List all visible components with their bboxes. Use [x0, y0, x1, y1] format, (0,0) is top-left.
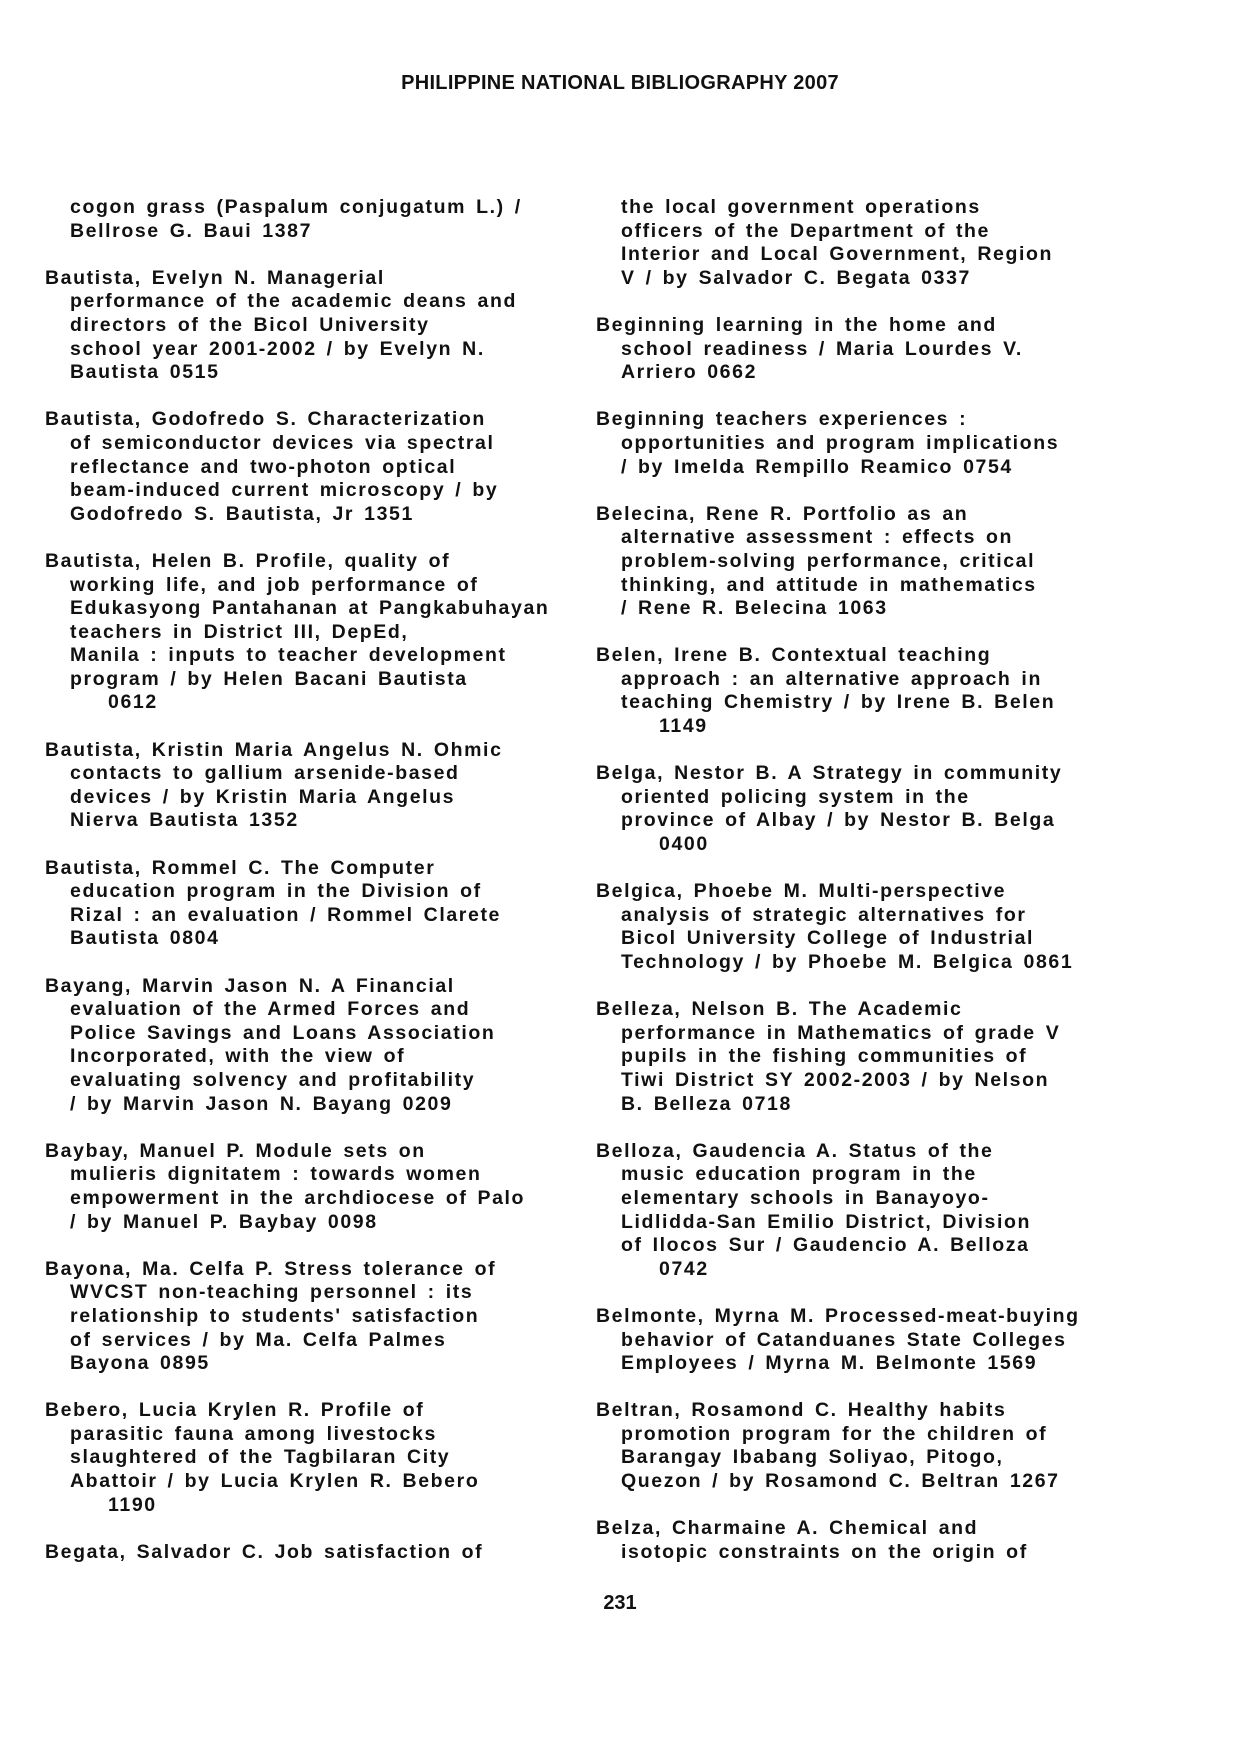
entry-line: / by Imelda Rempillo Reamico 0754	[621, 455, 1013, 478]
entry-line: oriented policing system in the	[621, 785, 970, 808]
entry-line: Belen, Irene B. Contextual teaching	[596, 644, 992, 667]
entry-line: reflectance and two-photon optical	[70, 455, 457, 478]
entry-line: Manila : inputs to teacher development	[70, 644, 507, 667]
entry-line: / Rene R. Belecina 1063	[621, 597, 888, 620]
entry-line: Incorporated, with the view of	[70, 1045, 406, 1068]
entry-line: Belgica, Phoebe M. Multi-perspective	[596, 880, 1007, 903]
entry-line: 1149	[659, 715, 708, 738]
entry-line: Technology / by Phoebe M. Belgica 0861	[621, 951, 1074, 973]
entry-line: promotion program for the children of	[621, 1422, 1048, 1445]
bibliography-entry	[45, 1399, 605, 1517]
entry-line: V / by Salvador C. Begata 0337	[621, 266, 971, 289]
entry-line: education program in the Division of	[70, 880, 482, 903]
page-number: 231	[603, 1592, 637, 1614]
entry-line: Begata, Salvador C. Job satisfaction of	[45, 1540, 484, 1563]
entry-line: approach : an alternative approach in	[621, 667, 1042, 690]
entry-line: / by Manuel P. Baybay 0098	[70, 1210, 378, 1233]
entry-line: analysis of strategic alternatives for	[621, 903, 1027, 926]
entry-line: evaluation of the Armed Forces and	[70, 998, 471, 1021]
entry-line: performance of the academic deans and	[70, 290, 517, 313]
entry-line: mulieris dignitatem : towards women	[70, 1163, 482, 1186]
bibliography-entry	[596, 503, 1156, 621]
entry-line: Bautista, Evelyn N. Managerial	[45, 266, 385, 289]
bibliography-entry	[45, 267, 605, 385]
entry-line: thinking, and attitude in mathematics	[621, 573, 1037, 596]
entry-line: school year 2001-2002 / by Evelyn N.	[70, 337, 485, 360]
entry-line: Bautista 0804	[70, 927, 220, 950]
entry-line: Beltran, Rosamond C. Healthy habits	[596, 1399, 1007, 1422]
bibliography-entry	[596, 1305, 1156, 1376]
entry-line: elementary schools in Banayoyo-	[621, 1186, 990, 1209]
page-header: PHILIPPINE NATIONAL BIBLIOGRAPHY 2007	[401, 72, 839, 94]
bibliography-entry	[45, 1541, 605, 1565]
entry-line: Edukasyong Pantahanan at Pangkabuhayan	[70, 597, 550, 620]
entry-line: teachers in District III, DepEd,	[70, 620, 409, 643]
entry-line: Tiwi District SY 2002-2003 / by Nelson	[621, 1068, 1050, 1091]
entry-line: Police Savings and Loans Association	[70, 1021, 496, 1044]
entry-line: Nierva Bautista 1352	[70, 809, 299, 832]
entry-line: slaughtered of the Tagbilaran City	[70, 1446, 451, 1469]
entry-line: Bayona 0895	[70, 1352, 210, 1375]
entry-line: Baybay, Manuel P. Module sets on	[45, 1139, 426, 1162]
bibliography-entry	[45, 550, 605, 715]
right-column	[596, 196, 1156, 1588]
bibliography-entry	[596, 196, 1156, 290]
entry-line: parasitic fauna among livestocks	[70, 1422, 437, 1445]
bibliography-entry	[45, 196, 605, 243]
entry-line: Arriero 0662	[621, 361, 758, 384]
entry-line: 0400	[659, 833, 709, 856]
entry-line: of semiconductor devices via spectral	[70, 431, 495, 454]
entry-line: Belga, Nestor B. A Strategy in community	[596, 762, 1063, 785]
entry-line: officers of the Department of the	[621, 219, 990, 242]
entry-line: beam-induced current microscopy / by	[70, 479, 499, 502]
entry-line: isotopic constraints on the origin of	[621, 1540, 1028, 1563]
entry-line: cogon grass (Paspalum conjugatum L.) /	[70, 196, 522, 218]
entry-line: alternative assessment : effects on	[621, 526, 1014, 549]
entry-line: Belloza, Gaudencia A. Status of the	[596, 1139, 994, 1162]
bibliography-entry	[596, 1517, 1156, 1564]
bibliography-entry	[45, 739, 605, 833]
bibliography-entry	[596, 408, 1156, 479]
entry-line: WVCST non-teaching personnel : its	[70, 1281, 474, 1304]
entry-line: Bayona, Ma. Celfa P. Stress tolerance of	[45, 1257, 497, 1280]
entry-line: Belmonte, Myrna M. Processed-meat-buying	[596, 1304, 1080, 1327]
entry-line: the local government operations	[621, 196, 981, 218]
entry-line: Bautista, Kristin Maria Angelus N. Ohmic	[45, 738, 503, 761]
entry-line: Beginning learning in the home and	[596, 313, 997, 336]
entry-line: 0612	[108, 691, 158, 714]
entry-line: opportunities and program implications	[621, 431, 1060, 454]
entry-line: of Ilocos Sur / Gaudencio A. Belloza	[621, 1234, 1030, 1257]
entry-line: Belecina, Rene R. Portfolio as an	[596, 502, 969, 525]
bibliography-entry	[45, 857, 605, 951]
entry-line: program / by Helen Bacani Bautista	[70, 667, 468, 690]
bibliography-entry	[596, 762, 1156, 856]
entry-line: devices / by Kristin Maria Angelus	[70, 785, 456, 808]
entry-line: Employees / Myrna M. Belmonte 1569	[621, 1352, 1038, 1375]
entry-line: Quezon / by Rosamond C. Beltran 1267	[621, 1470, 1060, 1493]
entry-line: Rizal : an evaluation / Rommel Clarete	[70, 903, 501, 926]
entry-line: Bicol University College of Industrial	[621, 927, 1035, 950]
bibliography-entry	[596, 1399, 1156, 1493]
entry-line: of services / by Ma. Celfa Palmes	[70, 1328, 447, 1351]
entry-line: B. Belleza 0718	[621, 1092, 792, 1115]
entry-line: Barangay Ibabang Soliyao, Pitogo,	[621, 1446, 1004, 1469]
entry-line: Lidlidda-San Emilio District, Division	[621, 1210, 1032, 1233]
entry-line: evaluating solvency and profitability	[70, 1068, 476, 1091]
entry-line: working life, and job performance of	[70, 573, 479, 596]
entry-line: Beginning teachers experiences :	[596, 408, 968, 431]
entry-line: Bellrose G. Baui 1387	[70, 219, 313, 242]
entry-line: province of Albay / by Nestor B. Belga	[621, 809, 1056, 832]
entry-line: / by Marvin Jason N. Bayang 0209	[70, 1092, 453, 1115]
entry-line: Abattoir / by Lucia Krylen R. Bebero	[70, 1470, 480, 1493]
bibliography-entry	[596, 314, 1156, 385]
bibliography-entry	[596, 880, 1156, 974]
bibliography-entry	[45, 1140, 605, 1234]
entry-line: empowerment in the archdiocese of Palo	[70, 1186, 526, 1209]
entry-line: school readiness / Maria Lourdes V.	[621, 337, 1023, 360]
entry-line: performance in Mathematics of grade V	[621, 1021, 1061, 1044]
left-column	[45, 196, 605, 1588]
entry-line: Belza, Charmaine A. Chemical and	[596, 1517, 979, 1540]
entry-line: problem-solving performance, critical	[621, 549, 1036, 572]
entry-line: Bautista, Godofredo S. Characterization	[45, 408, 486, 431]
entry-line: Godofredo S. Bautista, Jr 1351	[70, 502, 414, 525]
entry-line: teaching Chemistry / by Irene B. Belen	[621, 691, 1056, 714]
entry-line: pupils in the fishing communities of	[621, 1045, 1028, 1068]
bibliography-entry	[596, 998, 1156, 1116]
entry-line: Belleza, Nelson B. The Academic	[596, 998, 963, 1021]
bibliography-entry	[45, 408, 605, 526]
entry-line: Bautista 0515	[70, 361, 220, 384]
entry-line: contacts to gallium arsenide-based	[70, 762, 460, 785]
entry-line: 0742	[659, 1257, 709, 1280]
entry-line: behavior of Catanduanes State Colleges	[621, 1328, 1067, 1351]
entry-line: 1190	[108, 1493, 157, 1516]
entry-line: relationship to students' satisfaction	[70, 1304, 480, 1327]
bibliography-entry	[596, 644, 1156, 738]
bibliography-entry	[45, 1258, 605, 1376]
bibliography-entry	[596, 1140, 1156, 1282]
entry-line: Bebero, Lucia Krylen R. Profile of	[45, 1399, 425, 1422]
entry-line: music education program in the	[621, 1163, 977, 1186]
entry-line: Bautista, Helen B. Profile, quality of	[45, 549, 451, 572]
bibliography-entry	[45, 975, 605, 1117]
entry-line: Bautista, Rommel C. The Computer	[45, 856, 436, 879]
entry-line: Bayang, Marvin Jason N. A Financial	[45, 974, 455, 997]
entry-line: directors of the Bicol University	[70, 313, 430, 336]
entry-line: Interior and Local Government, Region	[621, 243, 1053, 266]
